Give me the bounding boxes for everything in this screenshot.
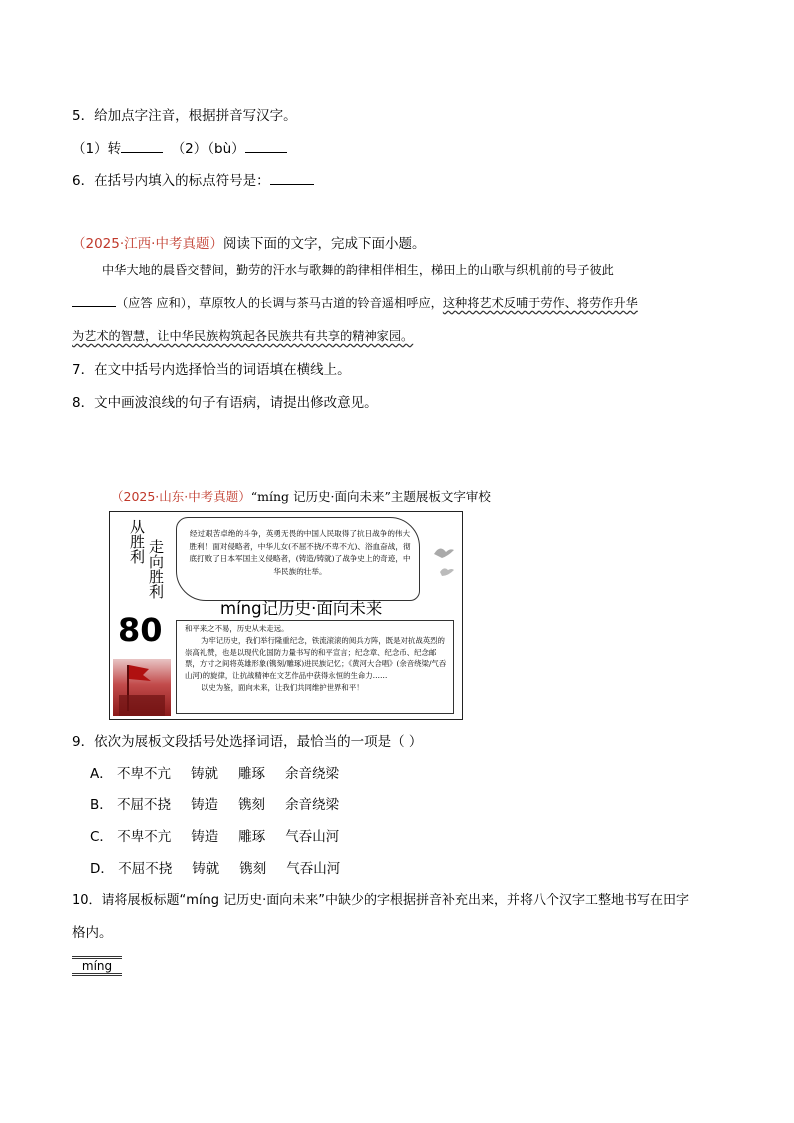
pinyin-rule: [72, 973, 122, 974]
q5-blank-2[interactable]: [245, 140, 287, 153]
q9-option-c[interactable]: [90, 825, 359, 845]
passage-1-source: （2025·江西·中考真题）: [72, 236, 223, 252]
pinyin-rule: [72, 975, 122, 976]
option-word: 余音绕梁: [285, 766, 340, 782]
poster-box-line-1: 和平来之不易，历史从未走远。: [185, 624, 289, 633]
passage-1-wavy-b: 为艺术的智慧，让中华民族构筑起各民族共有共享的精神家园。: [72, 329, 414, 343]
option-label: A．: [90, 766, 113, 782]
option-word: 镌刻: [238, 797, 266, 813]
poster-photo: [113, 659, 171, 716]
pinyin-rule: [72, 956, 122, 957]
passage-1-line-1: 中华大地的晨昏交替间，勤劳的汗水与歌舞的韵律相伴相生，梯田上的山歌与织机前的号子彼此: [102, 263, 614, 277]
question-10-line-1: 10．请将展板标题“míng 记历史·面向未来”中缺少的字根据拼音补充出来，并将八个汉字工整地书写在田字: [72, 893, 690, 908]
option-word: 镌刻: [239, 861, 267, 877]
q9-option-b[interactable]: [90, 793, 359, 813]
pinyin-box: [72, 955, 122, 977]
poster-box-line-3: 以史为鉴，面向未来，让我们共同维护世界和平！: [201, 682, 364, 692]
passage-2-source: （2025·山东·中考真题）: [111, 489, 251, 504]
question-8-title: 8．文中画波浪线的句子有语病，请提出修改意见。: [72, 395, 378, 411]
question-10-line-2: 格内。: [72, 925, 113, 941]
poster-vertical-text-2: 走向胜利: [147, 539, 165, 599]
q5-blank-1[interactable]: [121, 140, 163, 153]
option-word: 铸造: [191, 829, 219, 845]
passage-2-header: [111, 487, 491, 505]
poster-vertical-text-1: 从胜利: [128, 519, 146, 564]
poster-title: míng记历史·面向未来: [220, 599, 383, 618]
poster-image: [109, 511, 463, 720]
passage-1-line-2a: （应答 应和），草原牧人的长调与茶马古道的铃音遥相呼应，: [116, 296, 443, 310]
option-word: 余音绕梁: [285, 797, 340, 813]
flag-icon: [113, 659, 171, 716]
option-word: 气吞山河: [285, 829, 340, 845]
passage-1-intro: 阅读下面的文字，完成下面小题。: [222, 236, 426, 252]
passage-2-intro: “míng 记历史·面向未来”主题展板文字审校: [250, 489, 491, 504]
q6-text: 6．在括号内填入的标点符号是：: [72, 173, 270, 189]
q9-option-a[interactable]: [90, 762, 359, 782]
pinyin-text: míng: [81, 959, 113, 973]
option-label: B．: [90, 797, 113, 813]
dove-icon: [430, 542, 458, 582]
poster-box-line-2: 为牢记历史，我们举行隆重纪念，铁流滚滚的阅兵方阵，既是对抗战英烈的崇高礼赞，也是以现代化国防力量书写的和平宣言；纪念章、纪念币、纪念邮票，方寸之间将英雄形象(镌刻/雕琢)进民族记忆；《黄河大合唱》(余音绕梁/气吞山河)的旋律，让抗战精神在文艺作品中获得永恒的生命力……: [185, 635, 447, 681]
q5-sub2-label: （2）（bù）: [171, 141, 245, 157]
poster-text-box: [176, 620, 454, 714]
q9-option-d[interactable]: [90, 857, 360, 877]
option-word: 不卑不亢: [117, 766, 172, 782]
poster-scroll-text: 经过艰苦卓绝的斗争，英勇无畏的中国人民取得了抗日战争的伟大胜利！面对侵略者，中华儿女(不屈不挠/不卑不亢)、浴血奋战，彻底打败了日本军国主义侵略者，(铸造/铸就)了战争史上的奇迹，中华民族的壮举。: [189, 529, 411, 576]
option-word: 不屈不挠: [117, 797, 172, 813]
q6-blank[interactable]: [270, 172, 314, 185]
question-6-title: [72, 169, 314, 189]
passage-1-body: [72, 254, 724, 353]
passage-1-header: [72, 232, 425, 252]
option-word: 不屈不挠: [118, 861, 173, 877]
question-5-subitems: [72, 137, 287, 157]
option-word: 铸就: [192, 861, 220, 877]
question-9-title: 9．依次为展板文段括号处选择词语，最恰当的一项是（ ）: [72, 734, 423, 750]
poster-scroll-panel: [176, 517, 420, 601]
option-word: 铸造: [191, 797, 219, 813]
option-word: 雕琢: [238, 829, 266, 845]
passage-1-blank[interactable]: [72, 294, 116, 307]
option-word: 铸就: [191, 766, 219, 782]
passage-1-line-2: [72, 287, 724, 320]
option-word: 雕琢: [238, 766, 266, 782]
option-label: D．: [90, 861, 114, 877]
question-7-title: 7．在文中括号内选择恰当的词语填在横线上。: [72, 362, 351, 378]
option-word: 气吞山河: [286, 861, 341, 877]
poster-number-80: 80: [118, 611, 163, 649]
question-5-title: 5．给加点字注音，根据拼音写汉字。: [72, 108, 297, 124]
option-label: C．: [90, 829, 113, 845]
passage-1-line-3: [72, 320, 724, 353]
option-word: 不卑不亢: [117, 829, 172, 845]
passage-1-wavy-a: 这种将艺术反哺于劳作、将劳作升华: [442, 296, 638, 310]
q5-sub1-label: （1）转: [72, 141, 122, 157]
